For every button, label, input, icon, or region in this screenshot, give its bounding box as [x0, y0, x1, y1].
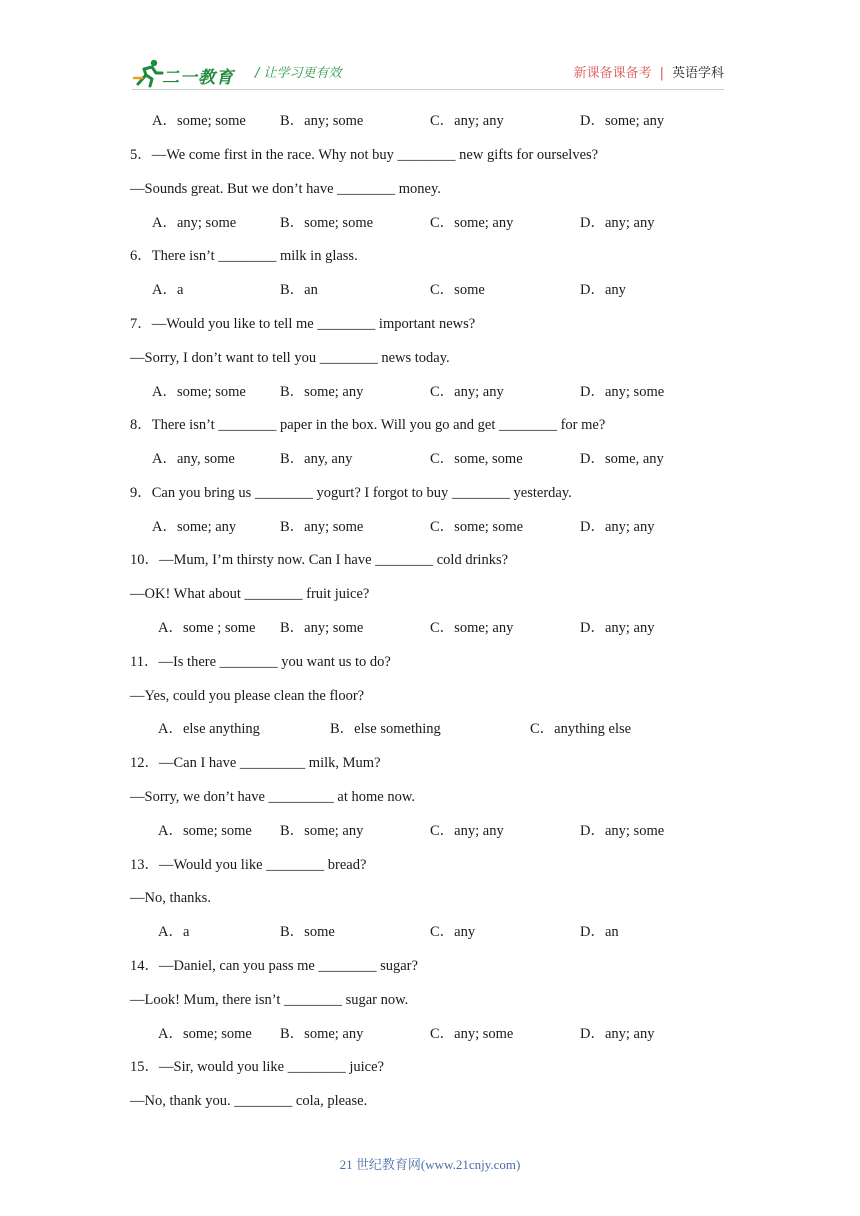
q12-option-a: A．some; some — [158, 823, 252, 839]
page-header — [0, 0, 860, 100]
q4-option-c: C．any; any — [430, 113, 504, 129]
header-separator: | — [659, 66, 664, 81]
q8-option-b: B．any, any — [280, 451, 353, 467]
header-tags — [574, 62, 724, 81]
q5-option-c: C．some; any — [430, 215, 514, 231]
q4-option-d: D．some; any — [580, 113, 665, 129]
q4-option-b: B．any; some — [280, 113, 364, 129]
q6-option-c: C．some — [430, 282, 485, 298]
page-footer: 21 世纪教育网(www.21cnjy.com) — [339, 1157, 521, 1172]
q5-option-b: B．some; some — [280, 215, 374, 231]
q7-text: 7．—Would you like to tell me ________ important news? — [130, 316, 476, 332]
q13-option-a: A．a — [158, 924, 190, 940]
q13-option-d: D．an — [580, 924, 619, 940]
q8-option-a: A．any, some — [152, 451, 235, 467]
q12-option-c: C．any; any — [430, 823, 504, 839]
q11-option-b: B．else something — [330, 721, 441, 737]
logo-text: 二一教育 — [162, 68, 234, 88]
q5-option-a: A．any; some — [152, 215, 237, 231]
q6-option-b: B．an — [280, 282, 318, 298]
q14-option-a: A．some; some — [158, 1026, 252, 1042]
q14-option-c: C．any; some — [430, 1026, 514, 1042]
q13-option-b: B．some — [280, 924, 335, 940]
q5-text: 5．—We come first in the race. Why not buy ________ new gifts for ourselves? — [130, 147, 599, 163]
q5-reply: —Sounds great. But we don’t have ________ money. — [130, 181, 441, 197]
q7-option-a: A．some; some — [152, 384, 246, 400]
q10-option-b: B．any; some — [280, 620, 364, 636]
q9-option-d: D．any; any — [580, 519, 655, 535]
q8-option-c: C．some, some — [430, 451, 523, 467]
q9-text: 9．Can you bring us ________ yogurt? I forgot to buy ________ yesterday. — [130, 485, 572, 501]
q12-reply: —Sorry, we don’t have _________ at home now. — [130, 789, 415, 805]
header-tag-course: 新课备课备考 — [573, 66, 652, 81]
q14-option-b: B．some; any — [280, 1026, 364, 1042]
q10-text: 10．—Mum, I’m thirsty now. Can I have ________ cold drinks? — [130, 552, 509, 568]
q7-option-c: C．any; any — [430, 384, 504, 400]
header-divider — [132, 89, 724, 90]
logo — [132, 58, 240, 88]
q7-reply: —Sorry, I don’t want to tell you ________ news today. — [130, 350, 450, 366]
q11-option-c: C．anything else — [530, 721, 632, 737]
q10-option-c: C．some; any — [430, 620, 514, 636]
header-tag-subject: 英语学科 — [671, 66, 724, 81]
q7-option-d: D．any; some — [580, 384, 665, 400]
q9-option-b: B．any; some — [280, 519, 364, 535]
q12-option-d: D．any; some — [580, 823, 665, 839]
q4-option-a: A．some; some — [152, 113, 246, 129]
q11-option-a: A．else anything — [158, 721, 260, 737]
q5-option-d: D．any; any — [580, 215, 655, 231]
q11-text: 11．—Is there ________ you want us to do? — [130, 654, 391, 670]
q13-text: 13．—Would you like ________ bread? — [130, 857, 367, 873]
q14-reply: —Look! Mum, there isn’t ________ sugar now. — [130, 992, 409, 1008]
q8-text: 8．There isn’t ________ paper in the box. Will you go and get ________ for me? — [130, 417, 606, 433]
q11-reply: —Yes, could you please clean the floor? — [130, 688, 365, 704]
q10-option-a: A．some ; some — [158, 620, 256, 636]
q13-reply: —No, thanks. — [130, 890, 211, 906]
slogan: / 让学习更有效 — [255, 66, 342, 81]
q6-option-a: A．a — [152, 282, 184, 298]
q15-text: 15．—Sir, would you like ________ juice? — [130, 1059, 384, 1075]
q9-option-c: C．some; some — [430, 519, 524, 535]
q10-option-d: D．any; any — [580, 620, 655, 636]
q10-reply: —OK! What about ________ fruit juice? — [130, 586, 370, 602]
q7-option-b: B．some; any — [280, 384, 364, 400]
q14-text: 14．—Daniel, can you pass me ________ sugar? — [130, 958, 418, 974]
q13-option-c: C．any — [430, 924, 476, 940]
running-man-icon — [132, 58, 166, 88]
q6-text: 6．There isn’t ________ milk in glass. — [130, 248, 358, 264]
q9-option-a: A．some; any — [152, 519, 237, 535]
q15-reply: —No, thank you. ________ cola, please. — [130, 1093, 368, 1109]
q8-option-d: D．some, any — [580, 451, 664, 467]
q12-option-b: B．some; any — [280, 823, 364, 839]
q12-text: 12．—Can I have _________ milk, Mum? — [130, 755, 381, 771]
q14-option-d: D．any; any — [580, 1026, 655, 1042]
q6-option-d: D．any — [580, 282, 626, 298]
